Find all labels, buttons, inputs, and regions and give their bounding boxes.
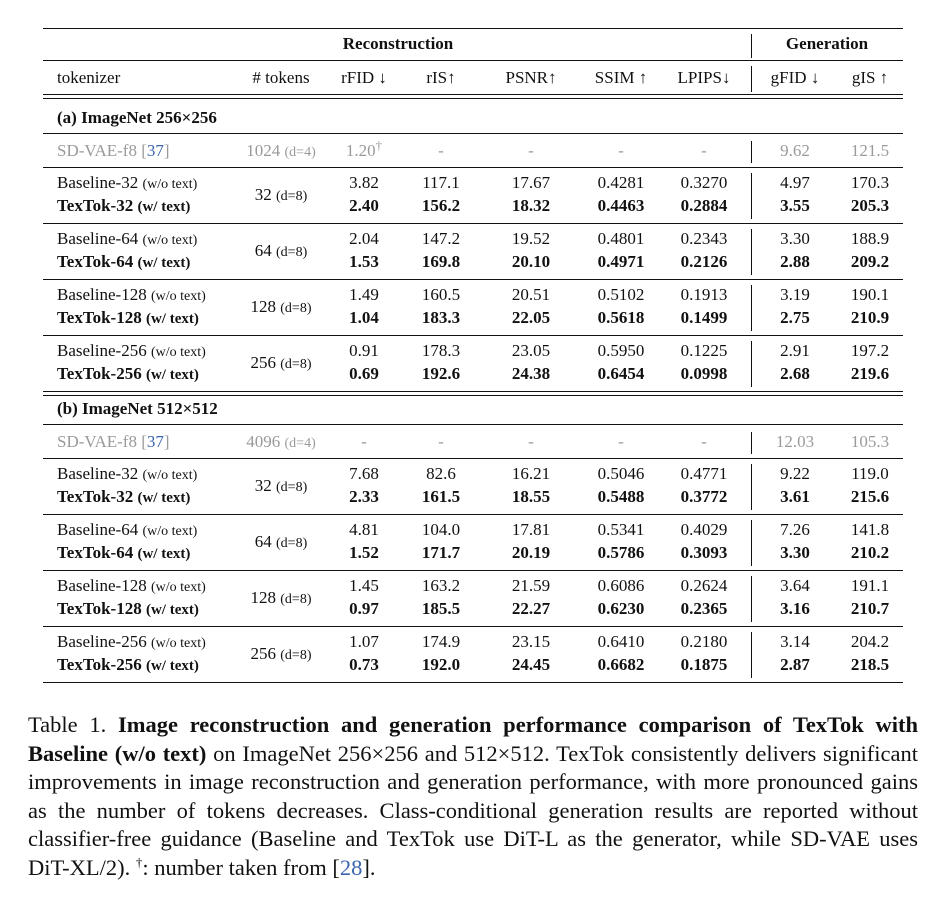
baseline-value: 0.6086: [597, 576, 645, 595]
column-header: gFID ↓: [770, 68, 820, 87]
baseline-row-label: Baseline-128 (w/o text): [57, 576, 206, 595]
textok-value: 0.2884: [680, 196, 728, 215]
textok-value: 0.4463: [597, 196, 645, 215]
table-caption: [28, 711, 918, 883]
baseline-value: 3.82: [349, 173, 379, 192]
column-separator: [751, 66, 752, 92]
baseline-value: 2.04: [349, 229, 379, 248]
group-header-generation: Generation: [785, 34, 869, 53]
textok-row-label: TexTok-32 (w/ text): [57, 196, 191, 215]
textok-value: 192.6: [421, 364, 461, 383]
baseline-value: 104.0: [421, 520, 461, 539]
textok-value: 0.6682: [597, 655, 645, 674]
baseline-row-label: Baseline-64 (w/o text): [57, 520, 198, 539]
baseline-value: 3.30: [780, 229, 810, 248]
textok-value: 18.32: [511, 196, 551, 215]
textok-value: 22.27: [511, 599, 551, 618]
token-count: 256 (d=8): [250, 643, 312, 663]
textok-value: 20.19: [511, 543, 551, 562]
textok-value: 0.2126: [680, 252, 728, 271]
baseline-value: 23.15: [511, 632, 551, 651]
row-rule: [43, 335, 903, 336]
baseline-value: 82.6: [426, 464, 456, 483]
baseline-value: 17.81: [511, 520, 551, 539]
caption-bold: Image reconstruction and generation performance comparison of TexTok with Baseline (w/o text): [28, 712, 918, 766]
baseline-value: 4.97: [780, 173, 810, 192]
column-separator: [751, 34, 752, 58]
column-header: LPIPS↓: [677, 68, 731, 87]
baseline-value: 0.2180: [680, 632, 728, 651]
baseline-value: 163.2: [421, 576, 461, 595]
caption-dagger: †: [135, 854, 143, 870]
metric-value: -: [618, 432, 624, 451]
textok-value: 0.5618: [597, 308, 645, 327]
caption-label: Table 1.: [28, 712, 107, 737]
textok-value: 215.6: [850, 487, 890, 506]
textok-value: 161.5: [421, 487, 461, 506]
group-rule: [43, 60, 903, 61]
metric-value: -: [438, 432, 444, 451]
textok-value: 1.53: [349, 252, 379, 271]
baseline-value: 0.4029: [680, 520, 728, 539]
baseline-value: 21.59: [511, 576, 551, 595]
section-rule: [43, 424, 903, 425]
column-header: # tokens: [252, 68, 310, 87]
metric-value: 1.20†: [345, 137, 383, 160]
textok-value: 3.16: [780, 599, 810, 618]
column-header: rIS↑: [426, 68, 456, 87]
token-count: 1024 (d=4): [246, 141, 316, 160]
metric-value: -: [361, 432, 367, 451]
textok-value: 171.7: [421, 543, 461, 562]
reference-row-label: SD-VAE-f8 [37]: [57, 432, 170, 451]
baseline-value: 3.14: [780, 632, 810, 651]
textok-value: 219.6: [850, 364, 890, 383]
metric-value: 105.3: [850, 432, 890, 451]
textok-value: 205.3: [850, 196, 890, 215]
baseline-value: 204.2: [850, 632, 890, 651]
textok-value: 210.2: [850, 543, 890, 562]
textok-value: 2.88: [780, 252, 810, 271]
column-header: SSIM ↑: [594, 68, 648, 87]
baseline-value: 0.4281: [597, 173, 645, 192]
textok-value: 2.68: [780, 364, 810, 383]
header-rule-double: [43, 98, 903, 99]
baseline-value: 3.64: [780, 576, 810, 595]
textok-value: 0.4971: [597, 252, 645, 271]
reference-row-label: SD-VAE-f8 [37]: [57, 141, 170, 160]
textok-value: 210.9: [850, 308, 890, 327]
baseline-value: 7.68: [349, 464, 379, 483]
column-separator: [751, 432, 752, 454]
baseline-value: 1.45: [349, 576, 379, 595]
baseline-value: 0.91: [349, 341, 379, 360]
section-end-rule: [43, 391, 903, 392]
baseline-value: 0.6410: [597, 632, 645, 651]
token-count: 128 (d=8): [250, 296, 312, 316]
textok-value: 185.5: [421, 599, 461, 618]
row-rule: [43, 458, 903, 459]
baseline-value: 188.9: [850, 229, 890, 248]
textok-value: 2.87: [780, 655, 810, 674]
textok-value: 0.3772: [680, 487, 728, 506]
textok-value: 2.75: [780, 308, 810, 327]
baseline-row-label: Baseline-32 (w/o text): [57, 173, 198, 192]
baseline-value: 0.3270: [680, 173, 728, 192]
textok-value: 24.45: [511, 655, 551, 674]
column-header: PSNR↑: [505, 68, 557, 87]
textok-value: 3.30: [780, 543, 810, 562]
section-end-rule-double: [43, 395, 903, 396]
baseline-value: 170.3: [850, 173, 890, 192]
baseline-value: 147.2: [421, 229, 461, 248]
textok-value: 218.5: [850, 655, 890, 674]
textok-value: 0.5786: [597, 543, 645, 562]
baseline-row-label: Baseline-256 (w/o text): [57, 341, 206, 360]
token-count: 128 (d=8): [250, 587, 312, 607]
baseline-value: 174.9: [421, 632, 461, 651]
token-count: 64 (d=8): [254, 531, 308, 551]
textok-value: 0.1875: [680, 655, 728, 674]
section-title: (a) ImageNet 256×256: [57, 108, 217, 127]
textok-row-label: TexTok-32 (w/ text): [57, 487, 191, 506]
citation-link[interactable]: 37: [146, 141, 164, 160]
row-rule: [43, 279, 903, 280]
baseline-value: 0.1225: [680, 341, 728, 360]
baseline-value: 1.49: [349, 285, 379, 304]
textok-value: 0.0998: [680, 364, 728, 383]
baseline-value: 3.19: [780, 285, 810, 304]
metric-value: -: [618, 141, 624, 160]
baseline-value: 19.52: [511, 229, 551, 248]
textok-value: 0.1499: [680, 308, 728, 327]
baseline-value: 0.4801: [597, 229, 645, 248]
section-rule: [43, 133, 903, 134]
baseline-value: 0.2624: [680, 576, 728, 595]
textok-value: 18.55: [511, 487, 551, 506]
textok-value: 0.73: [349, 655, 379, 674]
column-header: gIS ↑: [851, 68, 889, 87]
column-separator: [751, 341, 752, 387]
textok-value: 20.10: [511, 252, 551, 271]
baseline-value: 4.81: [349, 520, 379, 539]
section-title: (b) ImageNet 512×512: [57, 399, 218, 418]
metric-value: -: [701, 432, 707, 451]
textok-value: 210.7: [850, 599, 890, 618]
bottom-rule: [43, 682, 903, 683]
baseline-value: 9.22: [780, 464, 810, 483]
token-count: 32 (d=8): [254, 184, 308, 204]
baseline-value: 0.4771: [680, 464, 728, 483]
baseline-row-label: Baseline-256 (w/o text): [57, 632, 206, 651]
row-rule: [43, 223, 903, 224]
textok-value: 0.97: [349, 599, 379, 618]
textok-value: 156.2: [421, 196, 461, 215]
baseline-value: 178.3: [421, 341, 461, 360]
textok-value: 0.2365: [680, 599, 728, 618]
baseline-value: 0.1913: [680, 285, 728, 304]
baseline-value: 0.5341: [597, 520, 645, 539]
row-rule: [43, 570, 903, 571]
baseline-value: 20.51: [511, 285, 551, 304]
baseline-value: 119.0: [851, 464, 889, 483]
textok-value: 24.38: [511, 364, 551, 383]
baseline-row-label: Baseline-64 (w/o text): [57, 229, 198, 248]
textok-value: 169.8: [421, 252, 461, 271]
baseline-value: 191.1: [850, 576, 890, 595]
column-separator: [751, 576, 752, 622]
textok-row-label: TexTok-256 (w/ text): [57, 655, 199, 674]
baseline-value: 117.1: [422, 173, 460, 192]
baseline-value: 16.21: [511, 464, 551, 483]
baseline-row-label: Baseline-32 (w/o text): [57, 464, 198, 483]
textok-value: 3.61: [780, 487, 810, 506]
row-rule: [43, 514, 903, 515]
caption-note: : number taken from [: [142, 854, 340, 880]
row-rule: [43, 167, 903, 168]
row-rule: [43, 626, 903, 627]
textok-value: 183.3: [421, 308, 461, 327]
baseline-value: 160.5: [421, 285, 461, 304]
textok-value: 192.0: [421, 655, 461, 674]
caption-cite[interactable]: 28: [339, 854, 363, 880]
column-header: rFID ↓: [341, 68, 387, 87]
column-separator: [751, 173, 752, 219]
token-count: 32 (d=8): [254, 475, 308, 495]
baseline-value: 2.91: [780, 341, 810, 360]
textok-value: 0.6454: [597, 364, 645, 383]
textok-value: 2.40: [349, 196, 379, 215]
textok-value: 22.05: [511, 308, 551, 327]
textok-value: 0.6230: [597, 599, 645, 618]
baseline-value: 190.1: [850, 285, 890, 304]
citation-link[interactable]: 37: [146, 432, 164, 451]
metric-value: -: [528, 432, 534, 451]
textok-value: 209.2: [850, 252, 890, 271]
baseline-row-label: Baseline-128 (w/o text): [57, 285, 206, 304]
caption-body: on ImageNet 256×256 and 512×512. TexTok consistently delivers significant improvements in image reconstruction and generation performance, with more pronounced gains as the number of tokens decreases. Class-conditional generation results are reported without classifier-free guidance (Baseline and TexTok use DiT-L as the generator, while SD-VAE uses DiT-XL/2).: [28, 740, 919, 880]
column-separator: [751, 520, 752, 566]
caption-close: ].: [362, 854, 376, 880]
header-rule: [43, 94, 903, 95]
textok-row-label: TexTok-128 (w/ text): [57, 599, 199, 618]
textok-value: 0.5488: [597, 487, 645, 506]
baseline-value: 197.2: [850, 341, 890, 360]
textok-value: 0.3093: [680, 543, 728, 562]
textok-value: 1.52: [349, 543, 379, 562]
baseline-value: 0.5102: [597, 285, 645, 304]
textok-value: 2.33: [349, 487, 379, 506]
token-count: 64 (d=8): [254, 240, 308, 260]
baseline-value: 1.07: [349, 632, 379, 651]
column-separator: [751, 464, 752, 510]
metric-value: 121.5: [850, 141, 890, 160]
token-count: 256 (d=8): [250, 352, 312, 372]
column-separator: [751, 229, 752, 275]
metric-value: -: [528, 141, 534, 160]
token-count: 4096 (d=4): [246, 432, 316, 451]
textok-row-label: TexTok-64 (w/ text): [57, 543, 191, 562]
top-rule: [43, 28, 903, 29]
column-separator: [751, 285, 752, 331]
textok-row-label: TexTok-128 (w/ text): [57, 308, 199, 327]
baseline-value: 23.05: [511, 341, 551, 360]
column-separator: [751, 141, 752, 163]
column-header-tokenizer: tokenizer: [57, 68, 121, 87]
group-header-reconstruction: Reconstruction: [342, 34, 454, 53]
baseline-value: 141.8: [850, 520, 890, 539]
textok-value: 3.55: [780, 196, 810, 215]
textok-value: 0.69: [349, 364, 379, 383]
metric-value: 12.03: [775, 432, 815, 451]
baseline-value: 0.5950: [597, 341, 645, 360]
textok-row-label: TexTok-64 (w/ text): [57, 252, 191, 271]
metric-value: 9.62: [780, 141, 810, 160]
baseline-value: 0.2343: [680, 229, 728, 248]
column-separator: [751, 632, 752, 678]
metric-value: -: [438, 141, 444, 160]
baseline-value: 17.67: [511, 173, 551, 192]
textok-value: 1.04: [349, 308, 379, 327]
baseline-value: 0.5046: [597, 464, 645, 483]
textok-row-label: TexTok-256 (w/ text): [57, 364, 199, 383]
metric-value: -: [701, 141, 707, 160]
baseline-value: 7.26: [780, 520, 810, 539]
